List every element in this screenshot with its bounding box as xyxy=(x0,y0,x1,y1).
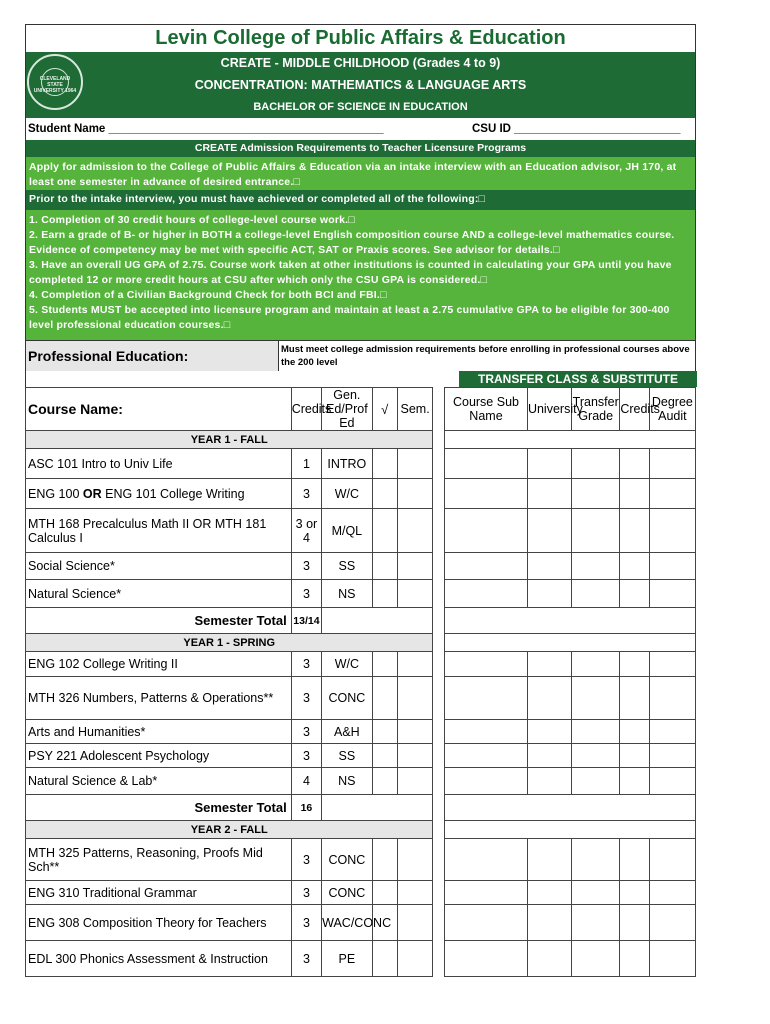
sem-cell[interactable] xyxy=(397,580,433,608)
form-page xyxy=(25,24,696,977)
university-cell[interactable] xyxy=(527,720,571,744)
check-cell[interactable] xyxy=(372,839,397,881)
course-row xyxy=(26,479,696,509)
year-row xyxy=(26,431,696,449)
credits-cell[interactable] xyxy=(620,905,649,941)
transfer-grade-cell[interactable] xyxy=(572,449,620,479)
transfer-grade-cell[interactable] xyxy=(572,720,620,744)
column-gap xyxy=(433,905,445,941)
requirement-item: 3. Have an overall UG GPA of 2.75. Course work taken at other institutions is counted in calculating your GPA until you have completed 12 or more credit hours at CSU after which only the CSU GPA is considered.□ xyxy=(29,259,672,286)
credits-cell[interactable] xyxy=(620,509,649,553)
course-credits: 3 xyxy=(291,744,321,768)
course-name-part: ENG 101 College Writing xyxy=(101,486,245,501)
course-name: ENG 308 Composition Theory for Teachers xyxy=(26,905,292,941)
professional-education-note: Must meet college admission requirements before enrolling in professional courses above the 200 level xyxy=(281,344,690,368)
column-gap xyxy=(433,720,445,744)
credits-cell[interactable] xyxy=(620,839,649,881)
course-credits: 3 xyxy=(291,720,321,744)
transfer-grade-cell[interactable] xyxy=(572,580,620,608)
credits-cell[interactable] xyxy=(620,768,649,795)
degree-audit-cell[interactable] xyxy=(649,652,695,677)
professional-education-label: Professional Education: xyxy=(26,341,279,371)
transfer-blank xyxy=(445,608,696,634)
program-title: CREATE - MIDDLE CHILDHOOD (Grades 4 to 9) xyxy=(25,52,696,74)
seal-text: CLEVELAND STATE UNIVERSITY 1964 xyxy=(33,76,77,94)
university-cell[interactable] xyxy=(527,652,571,677)
credits-cell[interactable] xyxy=(620,881,649,905)
column-gap xyxy=(433,677,445,720)
sem-cell[interactable] xyxy=(397,881,433,905)
university-cell[interactable] xyxy=(527,509,571,553)
course-sub-cell[interactable] xyxy=(445,509,528,553)
requirements-list xyxy=(25,210,696,340)
course-name: Natural Science* xyxy=(26,580,292,608)
transfer-grade-cell[interactable] xyxy=(572,839,620,881)
column-gap xyxy=(433,839,445,881)
check-cell[interactable] xyxy=(372,677,397,720)
check-cell[interactable] xyxy=(372,720,397,744)
course-row xyxy=(26,509,696,553)
course-sub-cell[interactable] xyxy=(445,479,528,509)
degree-audit-cell[interactable] xyxy=(649,553,695,580)
course-gen-ed: M/QL xyxy=(322,509,372,553)
course-row xyxy=(26,905,696,941)
credits-header: Credits xyxy=(291,388,321,431)
course-gen-ed: PE xyxy=(322,941,372,977)
course-name: MTH 326 Numbers, Patterns & Operations** xyxy=(26,677,292,720)
transfer-grade-cell[interactable] xyxy=(572,652,620,677)
year-row xyxy=(26,634,696,652)
sem-cell[interactable] xyxy=(397,509,433,553)
check-cell[interactable] xyxy=(372,768,397,795)
transfer-grade-cell[interactable] xyxy=(572,744,620,768)
course-gen-ed: A&H xyxy=(322,720,372,744)
sem-cell[interactable] xyxy=(397,479,433,509)
course-name: ENG 102 College Writing II xyxy=(26,652,292,677)
degree-audit-cell[interactable] xyxy=(649,677,695,720)
credits-cell[interactable] xyxy=(620,580,649,608)
semester-total-label: Semester Total xyxy=(26,608,292,634)
degree-audit-cell[interactable] xyxy=(649,905,695,941)
check-cell[interactable] xyxy=(372,479,397,509)
course-sub-cell[interactable] xyxy=(445,881,528,905)
course-credits: 3 xyxy=(291,839,321,881)
course-sub-cell[interactable] xyxy=(445,580,528,608)
degree-audit-cell[interactable] xyxy=(649,479,695,509)
column-gap xyxy=(433,821,445,839)
degree-audit-cell[interactable] xyxy=(649,839,695,881)
check-cell[interactable] xyxy=(372,449,397,479)
degree-audit-cell[interactable] xyxy=(649,509,695,553)
column-gap xyxy=(433,881,445,905)
total-blank xyxy=(322,795,433,821)
gen-ed-header: Gen. Ed/Prof Ed xyxy=(322,388,372,431)
transfer-blank xyxy=(445,431,696,449)
course-row xyxy=(26,744,696,768)
course-credits: 3 xyxy=(291,941,321,977)
column-gap xyxy=(433,509,445,553)
check-cell[interactable] xyxy=(372,744,397,768)
credits-cell[interactable] xyxy=(620,941,649,977)
sem-cell[interactable] xyxy=(397,449,433,479)
course-row xyxy=(26,881,696,905)
course-row xyxy=(26,768,696,795)
semester-total-row xyxy=(26,608,696,634)
professional-education-row xyxy=(25,340,696,371)
credits-cell[interactable] xyxy=(620,677,649,720)
course-sub-cell[interactable] xyxy=(445,905,528,941)
semester-total-label: Semester Total xyxy=(26,795,292,821)
check-cell[interactable] xyxy=(372,941,397,977)
course-table xyxy=(25,387,696,977)
course-sub-cell[interactable] xyxy=(445,941,528,977)
course-row xyxy=(26,449,696,479)
course-gen-ed: SS xyxy=(322,553,372,580)
column-gap xyxy=(433,431,445,449)
column-gap xyxy=(433,608,445,634)
transfer-grade-cell[interactable] xyxy=(572,677,620,720)
course-row xyxy=(26,652,696,677)
course-credits: 3 xyxy=(291,479,321,509)
course-credits: 4 xyxy=(291,768,321,795)
course-credits: 3 xyxy=(291,677,321,720)
degree-audit-cell[interactable] xyxy=(649,881,695,905)
column-gap xyxy=(433,449,445,479)
year-row xyxy=(26,821,696,839)
sem-cell[interactable] xyxy=(397,652,433,677)
university-cell[interactable] xyxy=(527,479,571,509)
course-row xyxy=(26,839,696,881)
course-sub-cell[interactable] xyxy=(445,744,528,768)
university-cell[interactable] xyxy=(527,580,571,608)
course-credits: 3 xyxy=(291,905,321,941)
credits-cell[interactable] xyxy=(620,449,649,479)
column-gap xyxy=(433,553,445,580)
degree-audit-cell[interactable] xyxy=(649,744,695,768)
course-sub-cell[interactable] xyxy=(445,677,528,720)
university-cell[interactable] xyxy=(527,449,571,479)
credits2-header: Credits xyxy=(620,388,649,431)
requirements-title: CREATE Admission Requirements to Teacher Licensure Programs xyxy=(25,140,696,157)
year-label: YEAR 1 - SPRING xyxy=(26,634,433,652)
column-gap xyxy=(433,941,445,977)
sem-header: Sem. xyxy=(397,388,433,431)
course-sub-cell[interactable] xyxy=(445,768,528,795)
course-row xyxy=(26,941,696,977)
transfer-blank xyxy=(445,634,696,652)
course-sub-cell[interactable] xyxy=(445,720,528,744)
course-row xyxy=(26,553,696,580)
course-row xyxy=(26,580,696,608)
course-row xyxy=(26,677,696,720)
check-cell[interactable] xyxy=(372,881,397,905)
year-label: YEAR 2 - FALL xyxy=(26,821,433,839)
apply-instructions: Apply for admission to the College of Public Affairs & Education via an intake interview with an Education advisor, JH 170, at least one semester in advance of desired entrance.□ xyxy=(25,157,696,190)
transfer-grade-cell[interactable] xyxy=(572,768,620,795)
csu-id-field[interactable]: CSU ID __________________________ xyxy=(472,123,681,135)
year-label: YEAR 1 - FALL xyxy=(26,431,433,449)
course-name xyxy=(26,479,292,509)
transfer-blank xyxy=(445,795,696,821)
course-gen-ed: CONC xyxy=(322,677,372,720)
check-header: √ xyxy=(372,388,397,431)
course-credits: 1 xyxy=(291,449,321,479)
course-gen-ed: NS xyxy=(322,768,372,795)
semester-total-row xyxy=(26,795,696,821)
prior-requirements: Prior to the intake interview, you must have achieved or completed all of the following:□ xyxy=(25,190,696,210)
column-gap xyxy=(433,388,445,431)
transfer-grade-cell[interactable] xyxy=(572,553,620,580)
university-cell[interactable] xyxy=(527,744,571,768)
course-name: Social Science* xyxy=(26,553,292,580)
degree-audit-cell[interactable] xyxy=(649,449,695,479)
course-gen-ed: WAC/CONC xyxy=(322,905,372,941)
check-cell[interactable] xyxy=(372,553,397,580)
course-gen-ed: W/C xyxy=(322,479,372,509)
university-cell[interactable] xyxy=(527,553,571,580)
transfer-grade-cell[interactable] xyxy=(572,941,620,977)
university-cell[interactable] xyxy=(527,941,571,977)
requirement-item: 1. Completion of 30 credit hours of college-level course work.□ xyxy=(29,214,355,226)
university-cell[interactable] xyxy=(527,839,571,881)
course-name-or: OR xyxy=(82,486,102,501)
requirement-item: 2. Earn a grade of B- or higher in BOTH a college-level English composition course AND a college-level mathematics course. Evidence of competency may be met with specific ACT, SAT or Praxis scores. See advisor for details.□ xyxy=(29,229,675,256)
course-gen-ed: SS xyxy=(322,744,372,768)
course-gen-ed: CONC xyxy=(322,839,372,881)
course-name: ASC 101 Intro to Univ Life xyxy=(26,449,292,479)
degree-title: BACHELOR OF SCIENCE IN EDUCATION xyxy=(25,96,696,118)
degree-audit-cell[interactable] xyxy=(649,580,695,608)
sem-cell[interactable] xyxy=(397,720,433,744)
course-gen-ed: INTRO xyxy=(322,449,372,479)
sem-cell[interactable] xyxy=(397,941,433,977)
course-sub-cell[interactable] xyxy=(445,652,528,677)
credits-cell[interactable] xyxy=(620,720,649,744)
university-cell[interactable] xyxy=(527,881,571,905)
college-title: Levin College of Public Affairs & Education xyxy=(25,24,696,52)
degree-audit-header: Degree Audit xyxy=(649,388,695,431)
check-cell[interactable] xyxy=(372,652,397,677)
course-credits: 3 xyxy=(291,553,321,580)
course-credits: 3 xyxy=(291,652,321,677)
course-name: Natural Science & Lab* xyxy=(26,768,292,795)
sem-cell[interactable] xyxy=(397,839,433,881)
university-cell[interactable] xyxy=(527,768,571,795)
course-name: EDL 300 Phonics Assessment & Instruction xyxy=(26,941,292,977)
course-gen-ed: W/C xyxy=(322,652,372,677)
course-sub-cell[interactable] xyxy=(445,449,528,479)
degree-audit-cell[interactable] xyxy=(649,720,695,744)
course-row xyxy=(26,720,696,744)
credits-cell[interactable] xyxy=(620,744,649,768)
course-name-part: ENG 100 xyxy=(28,486,83,501)
column-gap xyxy=(433,768,445,795)
course-name: PSY 221 Adolescent Psychology xyxy=(26,744,292,768)
course-gen-ed: NS xyxy=(322,580,372,608)
course-name: MTH 168 Precalculus Math II OR MTH 181 Calculus I xyxy=(26,509,292,553)
course-gen-ed: CONC xyxy=(322,881,372,905)
course-name-header: Course Name: xyxy=(26,388,292,431)
column-gap xyxy=(433,744,445,768)
course-credits: 3 xyxy=(291,580,321,608)
requirement-item: 5. Students MUST be accepted into licensure program and maintain at least a 2.75 cumulative GPA to be eligible for 300-400 level professional education courses.□ xyxy=(29,304,670,331)
column-gap xyxy=(433,795,445,821)
check-cell[interactable] xyxy=(372,509,397,553)
transfer-grade-header: Transfer Grade xyxy=(572,388,620,431)
university-cell[interactable] xyxy=(527,677,571,720)
student-name-field[interactable]: Student Name ___________________________________________ xyxy=(28,123,384,135)
semester-total-value: 13/14 xyxy=(291,608,321,634)
column-gap xyxy=(433,580,445,608)
credits-cell[interactable] xyxy=(620,553,649,580)
sem-cell[interactable] xyxy=(397,905,433,941)
degree-audit-cell[interactable] xyxy=(649,768,695,795)
check-cell[interactable] xyxy=(372,580,397,608)
course-credits: 3 or 4 xyxy=(291,509,321,553)
university-seal-icon xyxy=(27,54,83,110)
credits-cell[interactable] xyxy=(620,652,649,677)
transfer-blank xyxy=(445,821,696,839)
sem-cell[interactable] xyxy=(397,768,433,795)
transfer-grade-cell[interactable] xyxy=(572,509,620,553)
credits-cell[interactable] xyxy=(620,479,649,509)
course-sub-cell[interactable] xyxy=(445,553,528,580)
university-header: University xyxy=(527,388,571,431)
sem-cell[interactable] xyxy=(397,553,433,580)
column-header-row xyxy=(26,388,696,431)
transfer-grade-cell[interactable] xyxy=(572,479,620,509)
course-name: Arts and Humanities* xyxy=(26,720,292,744)
transfer-class-band: TRANSFER CLASS & SUBSTITUTE xyxy=(459,371,697,387)
transfer-grade-cell[interactable] xyxy=(572,881,620,905)
transfer-band-row xyxy=(25,371,696,387)
course-sub-cell[interactable] xyxy=(445,839,528,881)
university-cell[interactable] xyxy=(527,905,571,941)
course-credits: 3 xyxy=(291,881,321,905)
degree-audit-cell[interactable] xyxy=(649,941,695,977)
column-gap xyxy=(433,479,445,509)
course-sub-header: Course Sub Name xyxy=(445,388,528,431)
course-name: ENG 310 Traditional Grammar xyxy=(26,881,292,905)
transfer-grade-cell[interactable] xyxy=(572,905,620,941)
semester-total-value: 16 xyxy=(291,795,321,821)
requirement-item: 4. Completion of a Civilian Background Check for both BCI and FBI.□ xyxy=(29,289,387,301)
course-name: MTH 325 Patterns, Reasoning, Proofs Mid Sch** xyxy=(26,839,292,881)
total-blank xyxy=(322,608,433,634)
sem-cell[interactable] xyxy=(397,744,433,768)
student-info-row xyxy=(25,118,696,140)
column-gap xyxy=(433,652,445,677)
sem-cell[interactable] xyxy=(397,677,433,720)
concentration-title: CONCENTRATION: MATHEMATICS & LANGUAGE ARTS xyxy=(25,74,696,96)
column-gap xyxy=(433,634,445,652)
